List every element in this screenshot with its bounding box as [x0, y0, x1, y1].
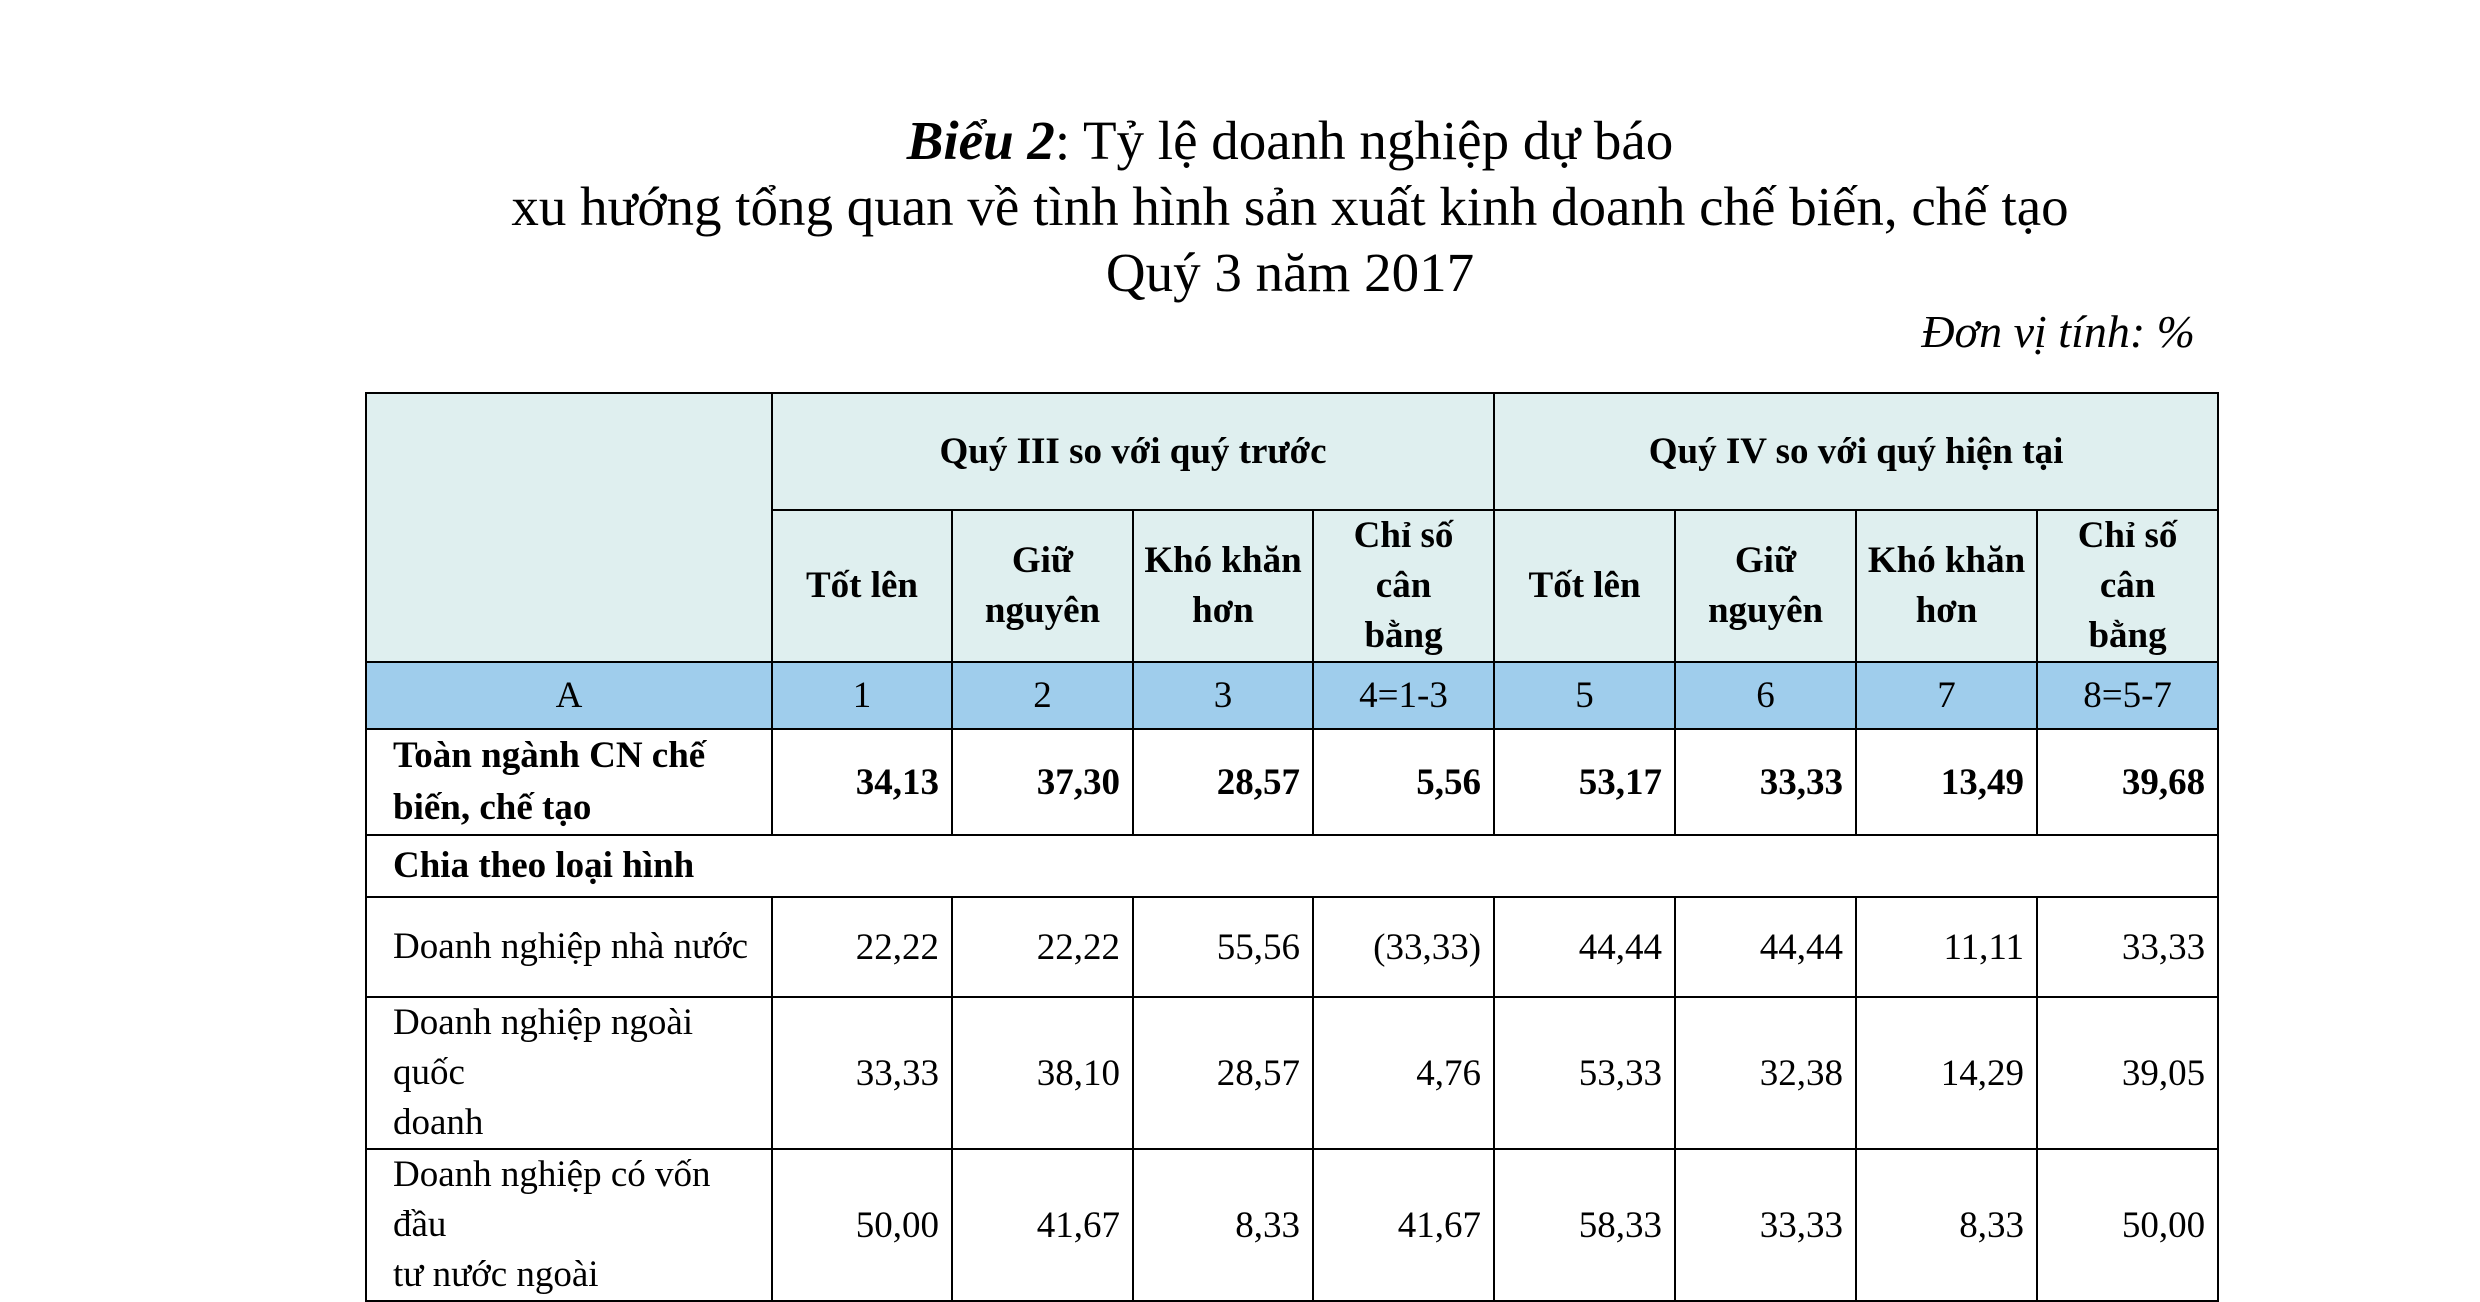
row-label — [366, 997, 772, 1149]
value-cell: 44,44 — [1494, 897, 1675, 997]
value-cell: 53,17 — [1494, 729, 1675, 835]
value-cell: 44,44 — [1675, 897, 1856, 997]
subheader-line: Tốt lên — [805, 565, 919, 606]
title-line-2: xu hướng tổng quan về tình hình sản xuất kinh doanh chế biến, chế tạo — [511, 176, 2069, 237]
column-number-cell: 8=5-7 — [2037, 662, 2218, 729]
row-label-line: Doanh nghiệp có vốn đầu — [393, 1154, 711, 1245]
column-number-row — [366, 662, 2218, 729]
column-number-cell: 2 — [952, 662, 1133, 729]
value-cell: 39,05 — [2037, 997, 2218, 1149]
row-label-line: Toàn ngành CN chế — [393, 735, 706, 776]
value-cell: 37,30 — [952, 729, 1133, 835]
subheader-cell — [1675, 510, 1856, 662]
title-label: Biểu 2 — [906, 110, 1055, 171]
row-label-line: biến, chế tạo — [393, 787, 592, 828]
value-cell: 11,11 — [1856, 897, 2037, 997]
subheader-cell — [772, 510, 952, 662]
value-cell: 50,00 — [2037, 1149, 2218, 1301]
subheader-line: Chỉ số cân — [2077, 515, 2178, 606]
value-cell: 34,13 — [772, 729, 952, 835]
column-number-cell: 4=1-3 — [1313, 662, 1494, 729]
table-row — [366, 897, 2218, 997]
subheader-cell — [1313, 510, 1494, 662]
row-label-line: Doanh nghiệp ngoài quốc — [393, 1002, 694, 1093]
value-cell: 33,33 — [1675, 729, 1856, 835]
value-cell: 8,33 — [1856, 1149, 2037, 1301]
column-number-cell: A — [366, 662, 772, 729]
subheader-line: hơn — [1915, 590, 1978, 631]
forecast-table — [365, 392, 2219, 1302]
value-cell: 55,56 — [1133, 897, 1313, 997]
value-cell: (33,33) — [1313, 897, 1494, 997]
value-cell: 4,76 — [1313, 997, 1494, 1149]
column-number-cell: 6 — [1675, 662, 1856, 729]
row-label-line: tư nước ngoài — [393, 1254, 599, 1295]
table-row — [366, 997, 2218, 1149]
value-cell: 39,68 — [2037, 729, 2218, 835]
subheader-line: Giữ — [1011, 540, 1074, 581]
total-row — [366, 729, 2218, 835]
value-cell: 38,10 — [952, 997, 1133, 1149]
column-number-cell: 3 — [1133, 662, 1313, 729]
section-row — [366, 835, 2218, 897]
subheader-cell — [1133, 510, 1313, 662]
subheader-cell — [952, 510, 1133, 662]
subheader-line: bằng — [1364, 615, 1443, 656]
value-cell: 8,33 — [1133, 1149, 1313, 1301]
row-label — [366, 729, 772, 835]
value-cell: 14,29 — [1856, 997, 2037, 1149]
value-cell: 50,00 — [772, 1149, 952, 1301]
chart-title — [0, 108, 2480, 306]
title-line-1-text: : Tỷ lệ doanh nghiệp dự báo — [1054, 110, 1674, 171]
value-cell: 33,33 — [2037, 897, 2218, 997]
value-cell: 53,33 — [1494, 997, 1675, 1149]
value-cell: 41,67 — [1313, 1149, 1494, 1301]
value-cell: 5,56 — [1313, 729, 1494, 835]
subheader-line: Tốt lên — [1528, 565, 1641, 606]
column-number-cell: 1 — [772, 662, 952, 729]
value-cell: 22,22 — [952, 897, 1133, 997]
row-label-line: doanh — [393, 1102, 484, 1143]
row-label-line: Doanh nghiệp nhà nước — [393, 926, 749, 967]
subheader-line: Khó khăn — [1867, 540, 2026, 581]
value-cell: 13,49 — [1856, 729, 2037, 835]
unit-label: Đơn vị tính: % — [1921, 306, 2195, 357]
subheader-line: bằng — [2088, 615, 2167, 656]
row-label — [366, 897, 772, 997]
section-label: Chia theo loại hình — [366, 835, 2218, 897]
value-cell: 32,38 — [1675, 997, 1856, 1149]
subheader-line: Giữ — [1734, 540, 1797, 581]
subheader-line: nguyên — [984, 590, 1101, 631]
subheader-cell — [2037, 510, 2218, 662]
value-cell: 22,22 — [772, 897, 952, 997]
row-label — [366, 1149, 772, 1301]
value-cell: 28,57 — [1133, 997, 1313, 1149]
subheader-line: nguyên — [1707, 590, 1824, 631]
column-number-cell: 5 — [1494, 662, 1675, 729]
value-cell: 33,33 — [772, 997, 952, 1149]
value-cell: 33,33 — [1675, 1149, 1856, 1301]
value-cell: 58,33 — [1494, 1149, 1675, 1301]
column-number-cell: 7 — [1856, 662, 2037, 729]
title-line-1 — [0, 108, 2480, 174]
header-corner — [366, 393, 772, 662]
table-row — [366, 1149, 2218, 1301]
subheader-line: Khó khăn — [1144, 540, 1302, 581]
subheader-line: Chỉ số cân — [1353, 515, 1454, 606]
subheader-cell — [1856, 510, 2037, 662]
value-cell: 28,57 — [1133, 729, 1313, 835]
title-line-3: Quý 3 năm 2017 — [1105, 242, 1475, 303]
subheader-line: hơn — [1192, 590, 1254, 631]
subheader-cell — [1494, 510, 1675, 662]
value-cell: 41,67 — [952, 1149, 1133, 1301]
group-header-q4: Quý IV so với quý hiện tại — [1494, 393, 2218, 510]
group-header-row — [366, 393, 2218, 510]
group-header-q3: Quý III so với quý trước — [772, 393, 1494, 510]
